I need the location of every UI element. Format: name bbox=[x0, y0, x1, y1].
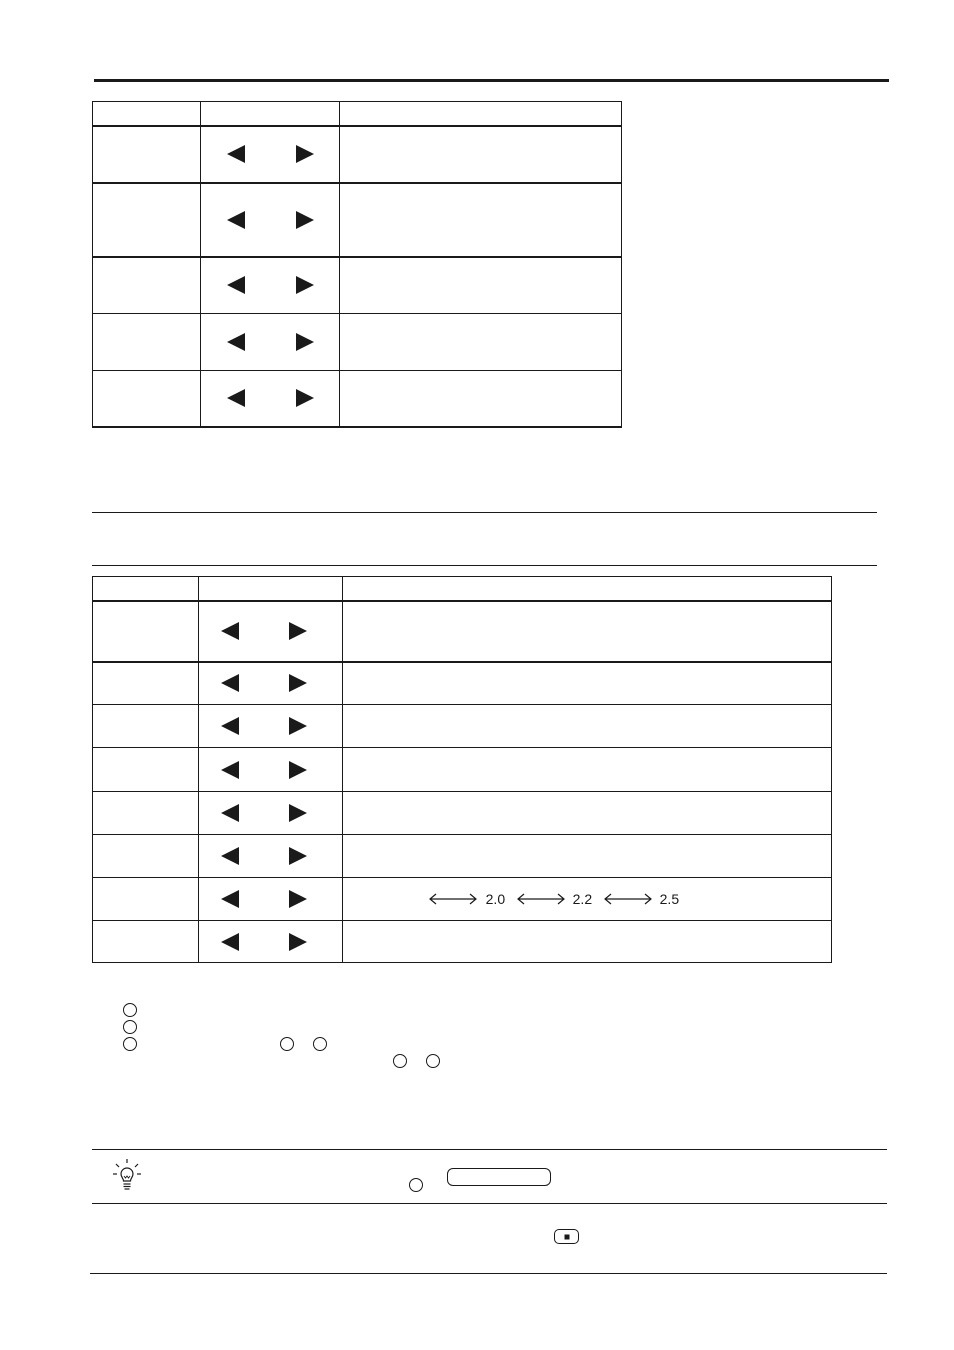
table-row-gamma bbox=[93, 878, 832, 921]
adjust-cell bbox=[200, 314, 339, 371]
item-cell bbox=[93, 257, 201, 314]
table-row bbox=[93, 126, 622, 183]
inline-step-circle bbox=[313, 1037, 327, 1051]
table-row bbox=[93, 921, 832, 963]
left-arrow-icon[interactable] bbox=[221, 847, 239, 865]
item-cell bbox=[93, 792, 199, 835]
section-rule bbox=[92, 565, 877, 566]
settings-table-top bbox=[92, 101, 622, 428]
table-row bbox=[93, 257, 622, 314]
adjust-cell bbox=[198, 792, 342, 835]
header-cell-item bbox=[93, 577, 199, 601]
inline-step-circle bbox=[426, 1054, 440, 1068]
adjust-cell bbox=[198, 878, 342, 921]
left-arrow-icon[interactable] bbox=[221, 933, 239, 951]
right-arrow-icon[interactable] bbox=[296, 211, 314, 229]
step-number-circle bbox=[123, 1003, 137, 1017]
item-cell bbox=[93, 921, 199, 963]
description-cell bbox=[342, 662, 831, 705]
menu-button-pill bbox=[447, 1168, 551, 1186]
item-cell bbox=[93, 748, 199, 792]
hint-top-rule bbox=[92, 1149, 887, 1150]
description-cell bbox=[339, 183, 621, 257]
adjust-cell bbox=[198, 921, 342, 963]
lightbulb-icon bbox=[112, 1158, 142, 1194]
description-cell bbox=[342, 601, 831, 662]
header-cell-description bbox=[339, 102, 621, 126]
left-arrow-icon[interactable] bbox=[221, 622, 239, 640]
adjust-cell bbox=[198, 748, 342, 792]
left-arrow-icon[interactable] bbox=[221, 804, 239, 822]
item-cell bbox=[93, 705, 199, 748]
item-cell bbox=[93, 835, 199, 878]
description-cell bbox=[342, 878, 831, 921]
item-cell bbox=[93, 601, 199, 662]
settings-table-bottom bbox=[92, 576, 832, 963]
item-cell bbox=[93, 314, 201, 371]
table-row bbox=[93, 662, 832, 705]
right-arrow-icon[interactable] bbox=[296, 276, 314, 294]
description-cell bbox=[339, 126, 621, 183]
table-row bbox=[93, 748, 832, 792]
description-cell bbox=[342, 835, 831, 878]
adjust-cell bbox=[200, 126, 339, 183]
adjust-cell bbox=[200, 183, 339, 257]
right-arrow-icon[interactable] bbox=[296, 333, 314, 351]
header-cell-adjust bbox=[200, 102, 339, 126]
right-arrow-icon[interactable] bbox=[289, 890, 307, 908]
right-arrow-icon[interactable] bbox=[289, 717, 307, 735]
table-row bbox=[93, 183, 622, 257]
header-cell-adjust bbox=[198, 577, 342, 601]
right-arrow-icon[interactable] bbox=[289, 622, 307, 640]
double-arrow-icon bbox=[429, 893, 477, 905]
description-cell bbox=[339, 314, 621, 371]
table-row bbox=[93, 705, 832, 748]
left-arrow-icon[interactable] bbox=[221, 674, 239, 692]
right-arrow-icon[interactable] bbox=[289, 804, 307, 822]
item-cell bbox=[93, 662, 199, 705]
description-cell bbox=[342, 921, 831, 963]
double-arrow-icon bbox=[517, 893, 565, 905]
left-arrow-icon[interactable] bbox=[227, 333, 245, 351]
right-arrow-icon[interactable] bbox=[296, 389, 314, 407]
step-number-circle bbox=[123, 1037, 137, 1051]
hint-bottom-rule bbox=[92, 1203, 887, 1204]
left-arrow-icon[interactable] bbox=[227, 276, 245, 294]
gamma-value: 2.0 bbox=[485, 891, 506, 907]
table-row bbox=[93, 835, 832, 878]
description-cell bbox=[339, 371, 621, 427]
item-cell bbox=[93, 878, 199, 921]
table-row bbox=[93, 601, 832, 662]
footer-rule bbox=[90, 1273, 887, 1274]
left-arrow-icon[interactable] bbox=[221, 761, 239, 779]
left-arrow-icon[interactable] bbox=[221, 717, 239, 735]
adjust-cell bbox=[200, 257, 339, 314]
item-cell bbox=[93, 371, 201, 427]
section-rule bbox=[92, 512, 877, 513]
left-arrow-icon[interactable] bbox=[221, 890, 239, 908]
inline-step-circle bbox=[393, 1054, 407, 1068]
inline-step-circle bbox=[409, 1178, 423, 1192]
inline-step-circle bbox=[280, 1037, 294, 1051]
right-arrow-icon[interactable] bbox=[289, 761, 307, 779]
table-row bbox=[93, 314, 622, 371]
right-arrow-icon[interactable] bbox=[296, 145, 314, 163]
item-cell bbox=[93, 183, 201, 257]
gamma-value: 2.2 bbox=[572, 891, 593, 907]
adjust-cell bbox=[200, 371, 339, 427]
header-cell-description bbox=[342, 577, 831, 601]
left-arrow-icon[interactable] bbox=[227, 211, 245, 229]
step-number-circle bbox=[123, 1020, 137, 1034]
adjust-cell bbox=[198, 835, 342, 878]
right-arrow-icon[interactable] bbox=[289, 933, 307, 951]
stop-key-icon bbox=[554, 1229, 579, 1244]
description-cell bbox=[342, 748, 831, 792]
description-cell bbox=[342, 705, 831, 748]
description-cell bbox=[342, 792, 831, 835]
adjust-cell bbox=[198, 705, 342, 748]
left-arrow-icon[interactable] bbox=[227, 145, 245, 163]
right-arrow-icon[interactable] bbox=[289, 847, 307, 865]
adjust-cell bbox=[198, 662, 342, 705]
header-rule bbox=[94, 79, 889, 82]
double-arrow-icon bbox=[604, 893, 652, 905]
table-row bbox=[93, 371, 622, 427]
table-header-row bbox=[93, 102, 622, 126]
adjust-cell bbox=[198, 601, 342, 662]
table-header-row bbox=[93, 577, 832, 601]
item-cell bbox=[93, 126, 201, 183]
left-arrow-icon[interactable] bbox=[227, 389, 245, 407]
gamma-value: 2.5 bbox=[659, 891, 680, 907]
right-arrow-icon[interactable] bbox=[289, 674, 307, 692]
table-row bbox=[93, 792, 832, 835]
header-cell-item bbox=[93, 102, 201, 126]
description-cell bbox=[339, 257, 621, 314]
